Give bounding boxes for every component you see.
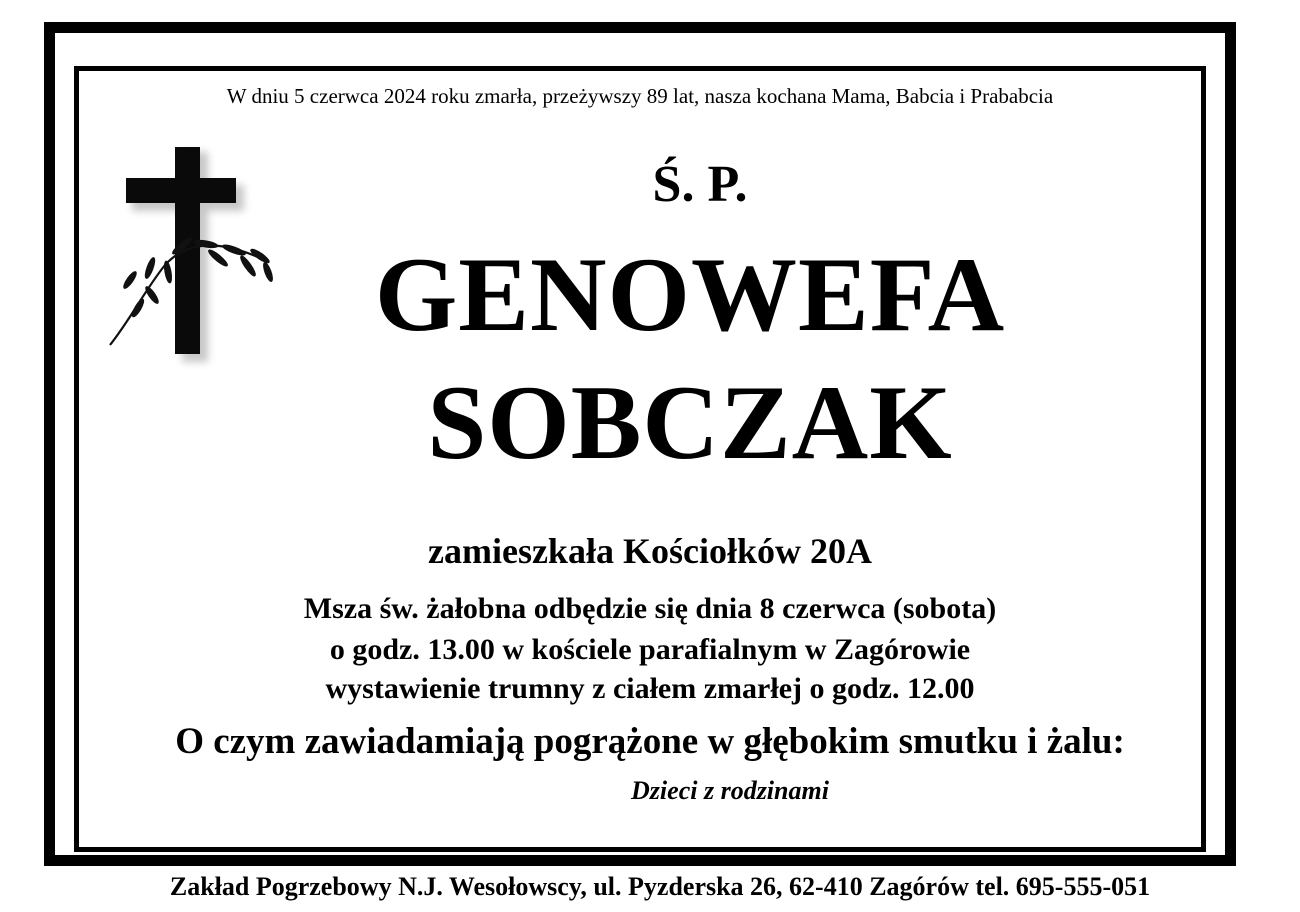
residence-address: zamieszkała Kościołków 20A (428, 531, 872, 571)
signature: Dzieci z rodzinami (631, 776, 829, 805)
deceased-first-name: GENOWEFA (374, 236, 1006, 353)
notification-line: O czym zawiadamiają pogrążone w głębokim smutku i żalu: (175, 721, 1125, 762)
mass-info-line: Msza św. żałobna odbędzie się dnia 8 czerwca (sobota) (303, 592, 997, 625)
deceased-last-name: SOBCZAK (427, 364, 953, 481)
mass-info-line: wystawienie trumny z ciałem zmarłej o godz. 12.00 (325, 672, 975, 705)
funeral-home-footer: Zakład Pogrzebowy N.J. Wesołowscy, ul. Pyzderska 26, 62-410 Zagórów tel. 695-555-051 (169, 872, 1151, 901)
mass-info-line: o godz. 13.00 w kościele parafialnym w Zagórowie (329, 633, 971, 666)
death-announcement-intro: W dniu 5 czerwca 2024 roku zmarła, przeżywszy 89 lat, nasza kochana Mama, Babcia i Prababcia (226, 84, 1054, 108)
honorific: Ś. P. (652, 156, 748, 213)
